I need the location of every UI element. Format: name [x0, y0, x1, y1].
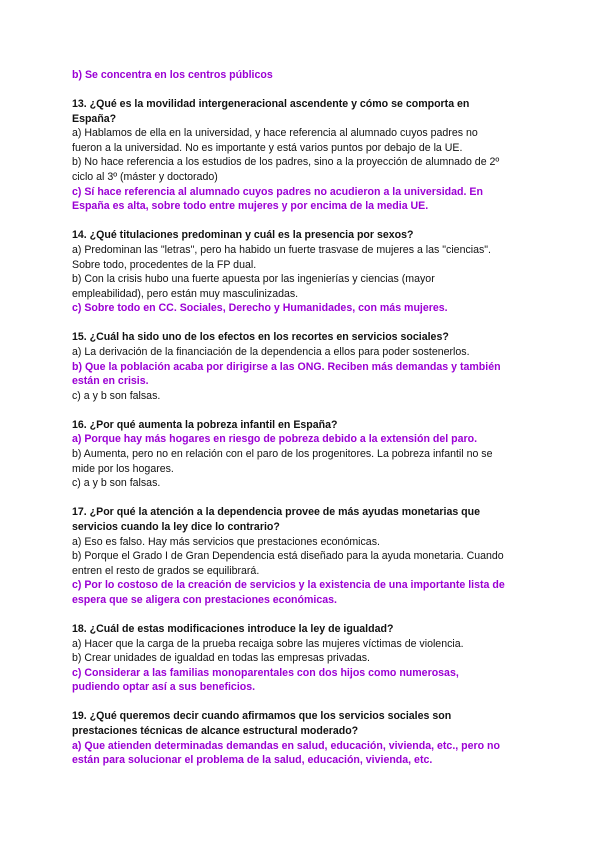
correct-answer-line: c) Sí hace referencia al alumnado cuyos padres no acudieron a la universidad. En: [72, 185, 483, 198]
answer-option-line: a) Hacer que la carga de la prueba recaiga sobre las mujeres víctimas de violencia.: [72, 637, 464, 650]
answer-option-line: c) a y b son falsas.: [72, 389, 161, 402]
answer-option-line: a) Hablamos de ella en la universidad, y hace referencia al alumnado cuyos padres no: [72, 127, 478, 140]
question-block: [72, 622, 534, 695]
answer-option-line: b) Con la crisis hubo una fuerte apuesta por las ingenierías y ciencias (mayor: [72, 273, 435, 286]
answer-option-line: c) a y b son falsas.: [72, 477, 161, 490]
correct-answer-line: c) Por lo costoso de la creación de servicios y la existencia de una importante lista de: [72, 579, 505, 592]
question-list: [72, 97, 534, 768]
answer-option-line: a) Eso es falso. Hay más servicios que prestaciones económicas.: [72, 535, 380, 548]
answer-option-line: entren el resto de grados se equilibrará.: [72, 564, 260, 577]
question-text: 16. ¿Por qué aumenta la pobreza infantil en España?: [72, 418, 338, 431]
correct-answer-line: España es alta, sobre todo entre mujeres y por encima de la media UE.: [72, 200, 429, 213]
question-block: [72, 709, 534, 767]
answer-option-line: a) La derivación de la financiación de la dependencia a ellos para poder sostenerlos.: [72, 346, 470, 358]
question-block: [72, 97, 534, 214]
answer-option-line: empleabilidad), pero están muy masculinizadas.: [72, 287, 299, 300]
question-text: 19. ¿Qué queremos decir cuando afirmamos que los servicios sociales son: [72, 710, 452, 723]
document-page: [72, 68, 534, 768]
answer-option-line: fueron a la universidad. No es importante y está varios puntos por debajo de la UE.: [72, 141, 463, 154]
question-text: 13. ¿Qué es la movilidad intergeneracional ascendente y cómo se comporta en: [72, 98, 470, 111]
question-text: prestaciones técnicas de alcance estructural moderado?: [72, 725, 359, 738]
correct-answer-line: pudiendo optar así a sus beneficios.: [72, 681, 256, 694]
question-text: 18. ¿Cuál de estas modificaciones introduce la ley de igualdad?: [72, 623, 394, 635]
answer-option-line: ciclo al 3º (máster y doctorado): [72, 171, 218, 184]
correct-answer-line: están en crisis.: [72, 375, 149, 388]
question-text: servicios cuando la ley dice lo contrario?: [72, 520, 280, 533]
answer-option-line: b) Crear unidades de igualdad en todas las empresas privadas.: [72, 652, 370, 665]
answer-option-line: b) No hace referencia a los estudios de los padres, sino a la proyección de alumnado de 2º: [72, 156, 500, 169]
question-text: España?: [72, 112, 117, 125]
correct-answer-line: espera que se aligera con prestaciones económicas.: [72, 593, 337, 606]
question-block: [72, 330, 534, 403]
previous-answer: b) Se concentra en los centros públicos: [72, 69, 273, 81]
answer-option-line: Sobre todo, procedentes de la FP dual.: [72, 258, 257, 271]
question-text: 17. ¿Por qué la atención a la dependencia provee de más ayudas monetarias que: [72, 506, 481, 519]
answer-option-line: b) Porque el Grado I de Gran Dependencia está diseñado para la ayuda monetaria. Cuando: [72, 550, 504, 563]
question-block: [72, 418, 534, 491]
correct-answer-line: c) Sobre todo en CC. Sociales, Derecho y Humanidades, con más mujeres.: [72, 302, 448, 315]
correct-answer-line: c) Considerar a las familias monoparentales con dos hijos como numerosas,: [72, 666, 459, 679]
question-block: [72, 505, 534, 607]
answer-option-line: b) Aumenta, pero no en relación con el paro de los progenitores. La pobreza infantil no se: [72, 448, 493, 461]
question-text: 14. ¿Qué titulaciones predominan y cuál es la presencia por sexos?: [72, 229, 414, 242]
question-block: [72, 228, 534, 316]
correct-answer-line: a) Que atienden determinadas demandas en salud, educación, vivienda, etc., pero no: [72, 739, 500, 752]
question-text: 15. ¿Cuál ha sido uno de los efectos en los recortes en servicios sociales?: [72, 331, 449, 344]
correct-answer-line: a) Porque hay más hogares en riesgo de pobreza debido a la extensión del paro.: [72, 433, 478, 446]
answer-option-line: mide por los hogares.: [72, 462, 174, 475]
answer-option-line: a) Predominan las "letras", pero ha habido un fuerte trasvase de mujeres a las "ciencias".: [72, 243, 492, 256]
correct-answer-line: están para solucionar el problema de la salud, educación, vivienda, etc.: [72, 754, 433, 767]
correct-answer-line: b) Que la población acaba por dirigirse a las ONG. Reciben más demandas y también: [72, 360, 501, 373]
